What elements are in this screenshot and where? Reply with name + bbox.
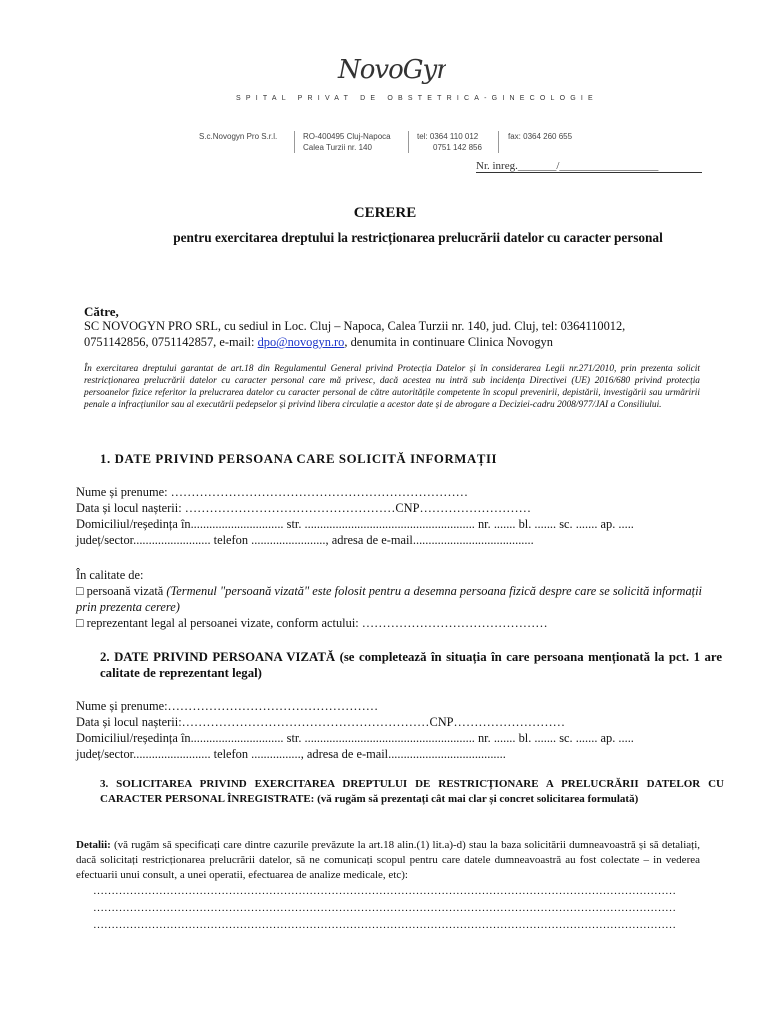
document-subtitle: pentru exercitarea dreptului la restricționarea prelucrării datelor cu caracter personal [173,230,663,245]
address-line-2: Calea Turzii nr. 140 [303,143,372,152]
recipient-line-1: SC NOVOGYN PRO SRL, cu sediul in Loc. Cluj – Napoca, Calea Turzii nr. 140, jud. Cluj, tel: 0364110012, [84,319,626,333]
header-divider [294,131,295,153]
registration-number-field[interactable]: Nr. inreg._______/__________________ [476,160,702,173]
dpo-email-link[interactable]: dpo@novogyn.ro [257,335,345,349]
phone-line-2: 0751 142 856 [433,143,482,152]
applicant-birth-field[interactable]: Data și locul nașterii: ……………………………………………CNP……………………… [76,501,531,515]
company-fax: fax: 0364 260 655 [508,132,573,141]
capacity-block [76,567,722,631]
subject-county-field[interactable]: județ/sector......................... telefon ................, adresa de e-mail...................................... [76,747,506,761]
capacity-label: În calitate de: [76,568,144,582]
subject-birth-field[interactable]: Data și locul nașterii:……………………………………………………CNP……………………… [76,715,566,729]
recipient-phones: 0751142856, 0751142857, e-mail: [84,335,258,349]
subject-checkbox-label[interactable]: □ persoană vizată [76,584,167,598]
subject-domicile-field[interactable]: Domiciliul/reședința în.............................. str. ....................................................... nr. ....... bl. ....... sc. ....... ap. ..... [76,731,634,745]
applicant-name-field[interactable]: Nume și prenume: ……………………………………………………………… [76,485,469,499]
recipient-line-2 [84,334,704,350]
hospital-tagline: SPITAL PRIVAT DE OBSTETRICA-GINECOLOGIE [236,95,598,102]
recipient-label: Către, [84,304,119,319]
phone-line-1: tel: 0364 110 012 [417,132,479,141]
subject-note: (Termenul "persoană vizată" este folosit pentru a desemna persoana fizică despre care se solicită informații prin prezenta cerere) [76,584,702,614]
details-label: Detalii: [76,839,111,851]
novogyn-logo [336,50,446,90]
section-2-heading: 2. DATE PRIVIND PERSOANA VIZATĂ (se completează în situația în care persoana menționată la pct. 1 are calitate de reprezentant legal) [100,650,722,680]
recipient-clinic-name: , denumita in continuare Clinica Novogyn [344,335,553,349]
details-text: (vă rugăm să specificați care dintre cazurile prevăzute la art.18 alin.(1) lit.a)-d) stau la baza solicitării dumneavoastră și să detaliați, dacă solicitați restricționarea prelucrării datelor, să ne comunicați scopul pentru care datele dumneavoastră au fost colectate – in vederea efectuarii unui consult, a unei operatii, efectuarea de analize medicale, etc): [76,839,700,881]
details-input-line-2[interactable]: …………………………………………………………………………………………………………………………………………… [93,902,676,914]
company-name: S.c.Novogyn Pro S.r.l. [199,132,278,141]
logo-text: NovoGyn [338,55,446,85]
applicant-domicile-field[interactable]: Domiciliul/reședința în.............................. str. ....................................................... nr. ....... bl. ....... sc. ....... ap. ..... [76,517,634,531]
header-divider [498,131,499,153]
address-line-1: RO-400495 Cluj-Napoca [303,132,391,141]
intro-paragraph: În exercitarea dreptului garantat de art.18 din Regulamentul General privind Protecția Datelor și în considerarea Legii nr.271/2010, prin prezenta solicit restricționarea prelucrării datelor cu caracter personal care mă privesc, dacă acestea nu intră sub incidența Directivei (UE) 2016/680 privind protecția persoanelor fizice referitor la prelucrarea datelor cu caracter personal de către autoritățile competente în scopul prevenirii, depistării, investigării sau urmăririi penale a infracțiunilor sau al executării pedepselor și privind libera circulație a acestor date și de abrogare a Deciziei-cadru 2008/977/JAI a Consiliului. [84,364,700,410]
subject-name-field[interactable]: Nume și prenume:…………………………………………… [76,699,379,713]
capacity-option-subject[interactable] [76,583,722,615]
section-2-fields [76,698,634,762]
recipient-address [84,318,704,350]
section-3-heading [100,777,724,807]
document-title: CERERE [353,205,417,221]
company-address [303,131,391,153]
header-divider [408,131,409,153]
applicant-county-field[interactable]: județ/sector......................... telefon ........................, adresa de e-mail....................................... [76,533,534,547]
details-paragraph [76,838,700,883]
details-input-line-3[interactable]: …………………………………………………………………………………………………………………………………………… [93,919,676,931]
section-3-note: (vă rugăm să prezentați cât mai clar și concret solicitarea formulată) [317,793,639,805]
logo-mark [336,50,446,90]
section-1-heading: 1. DATE PRIVIND PERSOANA CARE SOLICITĂ INFORMAȚII [100,452,498,466]
details-input-line-1[interactable]: …………………………………………………………………………………………………………………………………………… [93,885,676,897]
section-3-title: 3. SOLICITAREA PRIVIND EXERCITAREA DREPTULUI DE RESTRICȚIONARE A PRELUCRĂRII DATELOR CU CARACTER PERSONAL ÎNREGISTRATE: [100,778,724,805]
capacity-option-representative[interactable]: □ reprezentant legal al persoanei vizate, conform actului: ……………………………………… [76,616,548,630]
company-phones [417,131,482,153]
section-1-fields [76,484,634,548]
